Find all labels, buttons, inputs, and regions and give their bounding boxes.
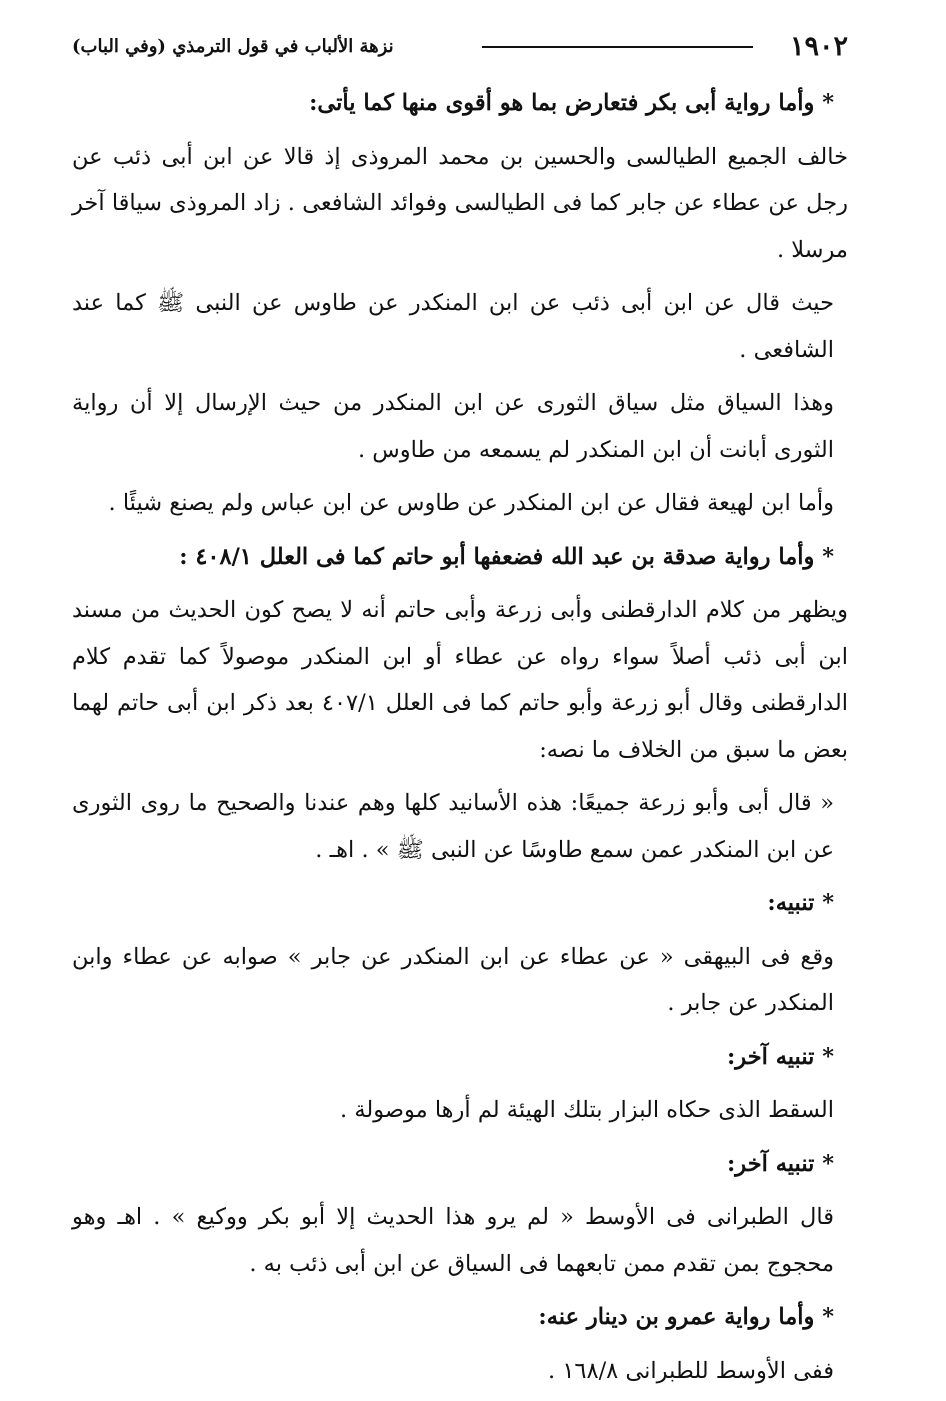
paragraph: حيث قال عن ابن أبى ذئب عن ابن المنكدر عن طاوس عن النبى ﷺ كما عند الشافعى . [72, 290, 834, 363]
paragraph: وهذا السياق مثل سياق الثورى عن ابن المنكدر من حيث الإرسال إلا أن رواية الثورى أبانت أن ابن المنكدر لم يسمعه من طاوس . [72, 390, 834, 463]
paragraph: ففى الأوسط للطبرانى ١٦٨/٨ . [548, 1357, 834, 1384]
section-heading: * وأما رواية عمرو بن دينار عنه: [538, 1304, 834, 1330]
section-heading: * تنبيه: [767, 890, 834, 916]
quotation: « قال أبى وأبو زرعة جميعًا: هذه الأسانيد كلها وهم عندنا والصحيح ما روى الثورى عن ابن المنكدر عمن سمع طاوسًا عن النبى ﷺ » . اهـ . [72, 790, 834, 863]
section-heading: * وأما رواية صدقة بن عبد الله فضعفها أبو حاتم كما فى العلل ٤٠٨/١ : [179, 543, 834, 570]
page-number: ١٩٠٢ [789, 31, 848, 62]
paragraph: ويظهر من كلام الدارقطنى وأبى زرعة وأبى حاتم أنه لا يصح كون الحديث من مسند ابن أبى ذئب أصلاً سواء رواه عن عطاء أو ابن المنكدر موصولاً كما تقدم كلام الدارقطنى وقال أبو زرعة وأبو حاتم كما فى العلل ٤٠٧/١ بعد ذكر ابن أبى حاتم لهما بعض ما سبق من الخلاف ما نصه: [72, 597, 848, 763]
section-heading: * تنبيه آخر: [726, 1043, 834, 1070]
page-header [72, 30, 848, 64]
section-heading: * وأما رواية أبى بكر فتعارض بما هو أقوى منها كما يأتى: [309, 90, 834, 116]
paragraph: وأما ابن لهيعة فقال عن ابن المنكدر عن طاوس عن ابن عباس ولم يصنع شيئًا . [108, 490, 834, 516]
paragraph: قال الطبرانى فى الأوسط « لم يرو هذا الحديث إلا أبو بكر ووكيع » . اهـ وهو محجوج بمن تقدم ممن تابعهما فى السياق عن ابن أبى ذئب به . [72, 1204, 834, 1277]
header-rule [482, 46, 753, 48]
running-title: نزهة الألباب في قول الترمذي (وفي الباب) [72, 36, 394, 57]
paragraph: خالف الجميع الطيالسى والحسين بن محمد المروذى إذ قالا عن ابن أبى ذئب عن رجل عن عطاء عن جابر كما فى الطيالسى وفوائد الشافعى . زاد المروذى سياقا آخر مرسلا . [72, 143, 848, 263]
section-heading: * تنبيه آخر: [726, 1150, 834, 1177]
paragraph: وقع فى البيهقى « عن عطاء عن ابن المنكدر عن جابر » صوابه عن عطاء وابن المنكدر عن جابر . [72, 943, 834, 1016]
page-body [72, 80, 848, 1401]
paragraph: السقط الذى حكاه البزار بتلك الهيئة لم أرها موصولة . [340, 1097, 834, 1123]
